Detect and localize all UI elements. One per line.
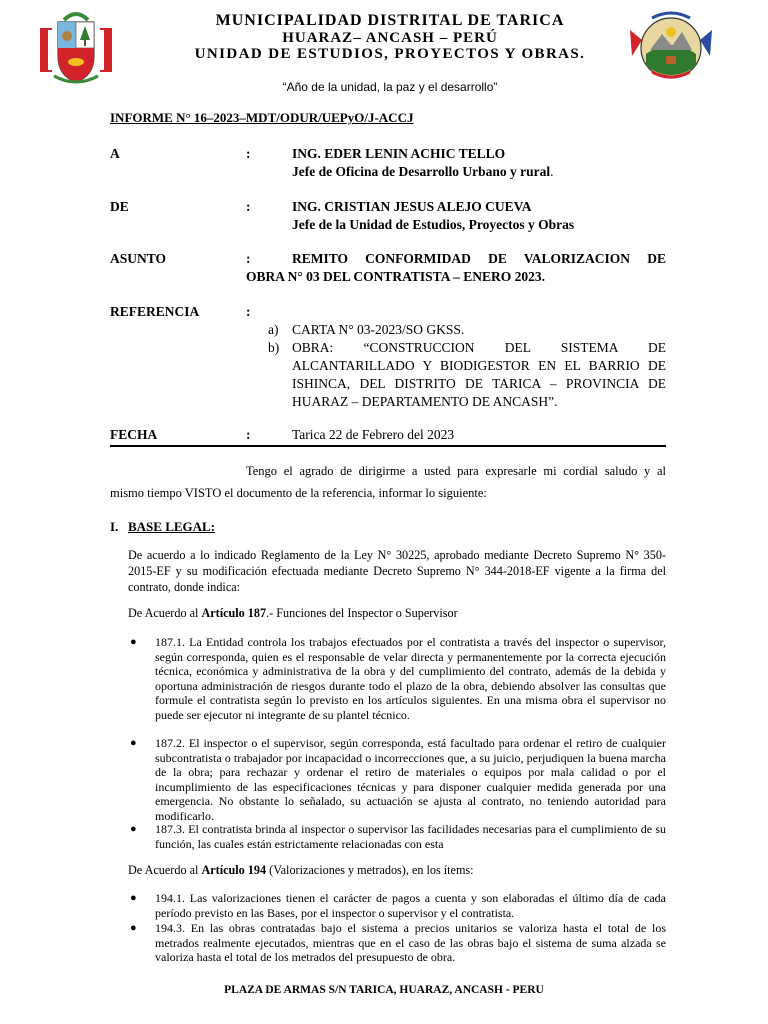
reference-marker-a: a): [268, 322, 279, 337]
article-194-prefix: De Acuerdo al: [128, 863, 202, 877]
bullet-icon: ●: [130, 823, 137, 835]
unit-name: UNIDAD DE ESTUDIOS, PROYECTOS Y OBRAS.: [194, 46, 586, 62]
list-item: [130, 736, 666, 823]
subject-line-1: REMITO CONFORMIDAD DE VALORIZACION DE: [292, 251, 666, 266]
field-label-fecha: FECHA: [110, 427, 158, 442]
list-item: [130, 921, 666, 965]
reference-marker-b: b): [268, 340, 280, 355]
reference-a-text: CARTA N° 03-2023/SO GKSS.: [292, 322, 465, 337]
report-number: INFORME N° 16–2023–MDT/ODUR/UEPyO/J-ACCJ: [110, 110, 414, 125]
sender-role: Jefe de la Unidad de Estudios, Proyectos y Obras: [292, 217, 575, 232]
article-194-intro: [128, 862, 474, 878]
bullet-icon: ●: [130, 892, 137, 904]
bullet-icon: ●: [130, 636, 137, 648]
reference-b-line: OBRA: “CONSTRUCCION DEL SISTEMA DE: [292, 340, 666, 355]
field-colon: :: [246, 146, 251, 161]
list-item-text: 187.1. La Entidad controla los trabajos efectuados por el contratista a través del inspector o supervisor, según corresponda, quien es el responsable de velar directa y permanentemente por la correcta ejecución técnica, económica y administrativa de la obra y del cumplimiento del contrato, además de la debida y oportuna administración de riesgos durante todo el plazo de la obra, debiendo absolver las consultas que formule el contratista según lo previsto en los artículos siguientes. En una misma obra el supervisor no puede ser ejecutor ni integrante de su plantel técnico.: [155, 635, 666, 722]
field-label-a: A: [110, 146, 120, 161]
year-motto: “Año de la unidad, la paz y el desarrollo”: [282, 80, 498, 94]
article-187-intro: [128, 605, 458, 621]
article-194-title: Artículo 194: [201, 863, 267, 877]
reference-b-line: ALCANTARILLADO Y BIODIGESTOR EN EL BARRIO DE: [292, 358, 666, 373]
reference-b-line: HUARAZ – DEPARTAMENTO DE ANCASH”.: [292, 394, 558, 409]
peru-coat-of-arms-icon: [36, 6, 116, 86]
list-item-text: 187.2. El inspector o el supervisor, según corresponda, está facultado para ordenar el retiro de cualquier subcontratista o trabajador por incapacidad o incorrecciones que, a su juicio, perjudiquen la buena marcha de la obra; para rechazar y ordenar el retiro de materiales o equipos por mala calidad o por el incumplimiento de las especificaciones técnicas y para disponer cualquier medida generada por una emergencia. No obstante lo señalado, su actuación se ajusta al contrato, no teniendo autoridad para modificarlo.: [155, 736, 666, 823]
municipality-location: HUARAZ– ANCASH – PERÚ: [282, 30, 498, 46]
list-item-text: 187.3. El contratista brinda al inspector o supervisor las facilidades necesarias para el cumplimiento de su función, las cuales están estrictamente relacionadas con esta: [155, 822, 666, 851]
intro-line-1: Tengo el agrado de dirigirme a usted para expresarle mi cordial saludo y al: [246, 464, 666, 478]
field-colon: :: [246, 427, 251, 442]
recipient-role-line: [292, 164, 553, 180]
bullet-icon: ●: [130, 922, 137, 934]
list-item-text: 194.1. Las valorizaciones tienen el carácter de pagos a cuenta y son elaboradas el último día de cada período previsto en las Bases, por el inspector o supervisor y el contratista.: [155, 891, 666, 920]
list-item: [130, 635, 666, 722]
section-title: BASE LEGAL:: [128, 519, 216, 534]
field-colon: :: [246, 251, 251, 266]
reference-b-line: ISHINCA, DEL DISTRITO DE TARICA – PROVINCIA DE: [292, 376, 666, 391]
legal-basis-paragraph: De acuerdo a lo indicado Reglamento de la Ley N° 30225, aprobado mediante Decreto Supremo N° 350-2015-EF y su modificación efectuada mediante Decreto Supremo N° 344-2018-EF vigente a la firma del contrato, donde indica:: [128, 548, 666, 594]
recipient-role: Jefe de Oficina de Desarrollo Urbano y rural: [292, 164, 551, 179]
article-194-suffix: (Valorizaciones y metrados), en los ítems:: [266, 863, 474, 877]
intro-line-2: mismo tiempo VISTO el documento de la referencia, informar lo siguiente:: [110, 486, 487, 500]
list-item-text: 194.3. En las obras contratadas bajo el sistema a precios unitarios se valoriza hasta el total de los metrados realmente ejecutados, mientras que en el caso de las obras bajo el sistema de suma alzada se valoriza hasta el total de los metrados del presupuesto de obra.: [155, 921, 666, 964]
article-187-title: Artículo 187: [201, 606, 267, 620]
recipient-name: ING. EDER LENIN ACHIC TELLO: [292, 146, 506, 161]
field-colon: :: [246, 199, 251, 214]
header-divider: [110, 445, 666, 447]
date-value: Tarica 22 de Febrero del 2023: [292, 427, 455, 442]
sender-name: ING. CRISTIAN JESUS ALEJO CUEVA: [292, 199, 532, 214]
list-item: [130, 891, 666, 920]
list-item: [130, 822, 666, 851]
subject-line-2: OBRA N° 03 DEL CONTRATISTA – ENERO 2023.: [246, 269, 545, 284]
bullet-icon: ●: [130, 737, 137, 749]
article-187-prefix: De Acuerdo al: [128, 606, 202, 620]
footer-address: PLAZA DE ARMAS S/N TARICA, HUARAZ, ANCASH - PERU: [224, 984, 544, 996]
field-label-referencia: REFERENCIA: [110, 304, 200, 319]
field-label-de: DE: [110, 199, 129, 214]
recipient-role-period: .: [550, 164, 554, 179]
field-colon: :: [246, 304, 251, 319]
field-label-asunto: ASUNTO: [110, 251, 167, 266]
section-number: I.: [110, 519, 119, 534]
municipality-name: MUNICIPALIDAD DISTRITAL DE TARICA: [215, 12, 565, 29]
article-187-suffix: .- Funciones del Inspector o Supervisor: [266, 606, 458, 620]
